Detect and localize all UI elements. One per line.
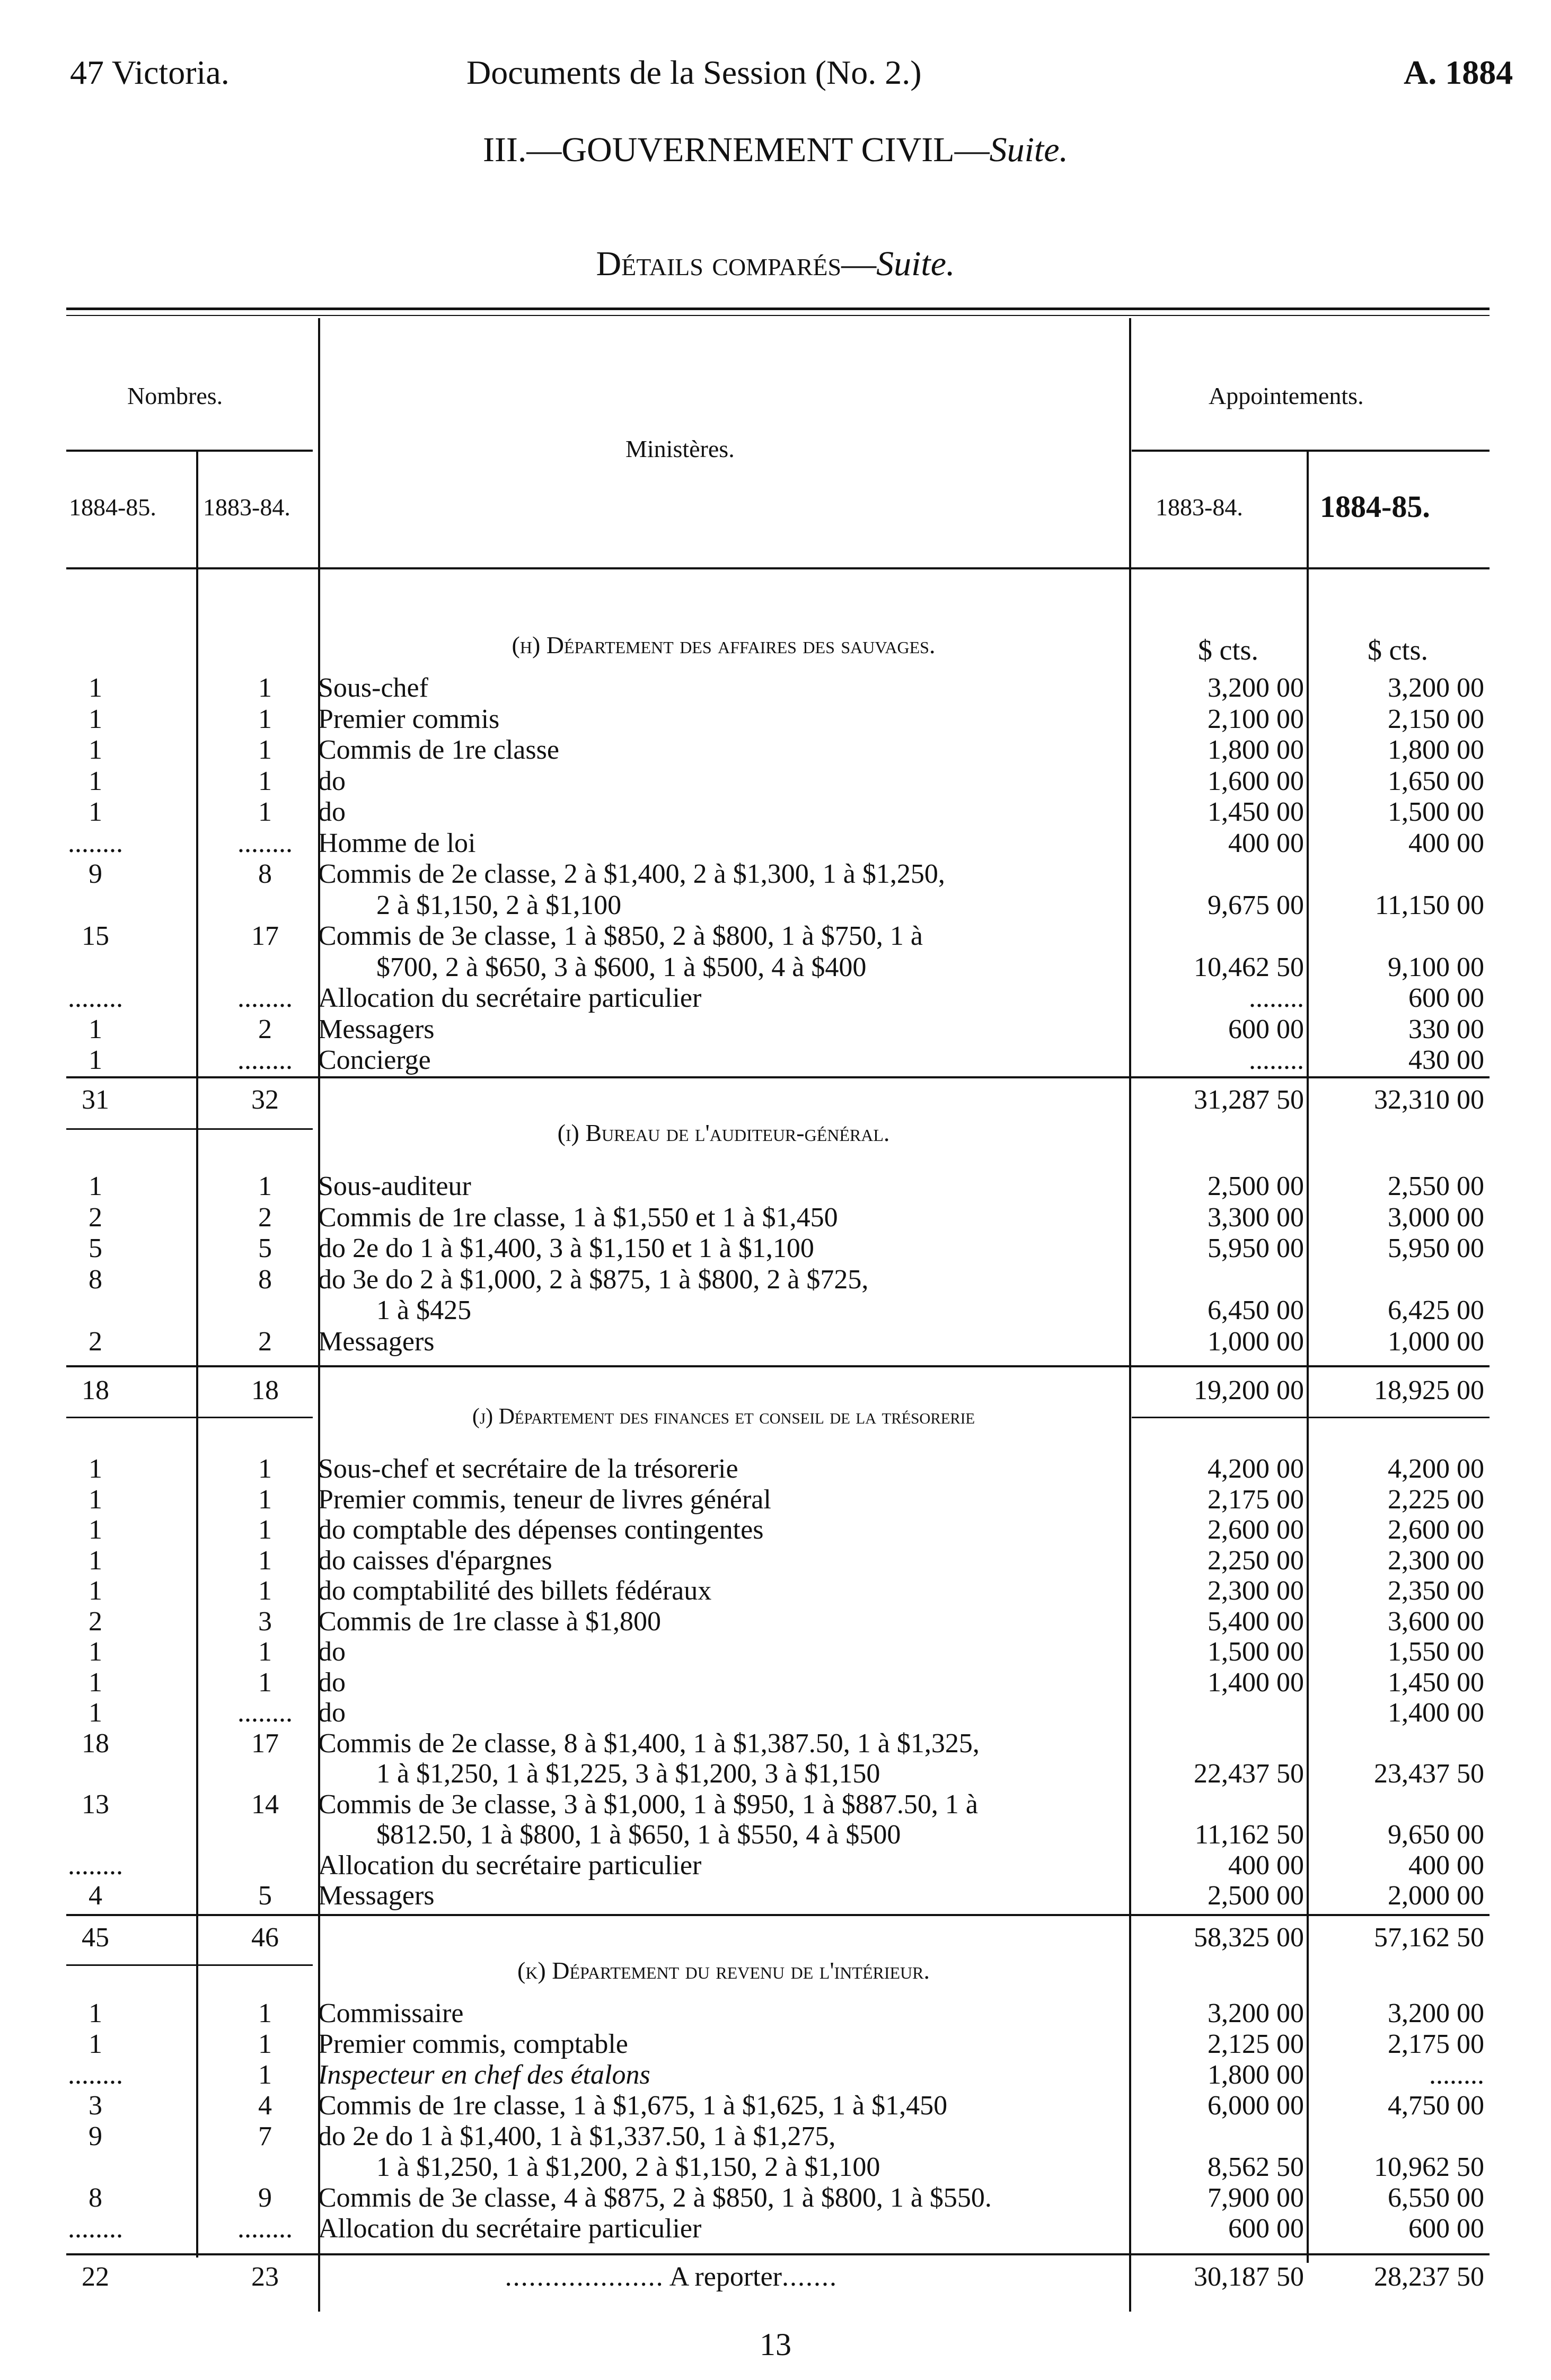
table-row xyxy=(0,1696,1551,1731)
position-description: do xyxy=(318,1637,346,1667)
salary-1884-85: 5,950 00 xyxy=(1388,1233,1484,1263)
count-1884-85: 8 xyxy=(89,1264,102,1295)
table-row xyxy=(0,1169,1551,1204)
total-i-a1: 19,200 00 xyxy=(1194,1375,1304,1406)
salary-1883-84: 2,250 00 xyxy=(1208,1545,1304,1576)
salary-1883-84: ........ xyxy=(1249,1045,1304,1075)
count-1883-84: 1 xyxy=(258,1171,272,1201)
section-i-total-rule xyxy=(66,1365,1490,1367)
salary-1884-85: 3,200 00 xyxy=(1388,673,1484,703)
position-description: Premier commis, teneur de livres général xyxy=(318,1484,771,1515)
salary-1884-85: 23,437 50 xyxy=(1374,1759,1484,1789)
count-1884-85: ........ xyxy=(68,828,123,858)
section-h-title: (h) Département des affaires des sauvages. xyxy=(512,631,936,658)
salary-1884-85: 2,300 00 xyxy=(1388,1545,1484,1576)
salary-1884-85: 1,650 00 xyxy=(1388,766,1484,796)
table-top-rule-2 xyxy=(66,315,1490,316)
header-document-year: A. 1884 xyxy=(1404,54,1513,91)
salary-1884-85: 2,150 00 xyxy=(1388,704,1484,734)
total-k-n2: 23 xyxy=(251,2262,279,2292)
salary-1883-84: 3,200 00 xyxy=(1208,673,1304,703)
count-1884-85: 1 xyxy=(89,1545,102,1576)
count-1883-84: 1 xyxy=(258,735,272,765)
salary-1884-85: 4,750 00 xyxy=(1388,2091,1484,2121)
count-1884-85: 1 xyxy=(89,797,102,827)
section-h-end-rule xyxy=(66,1128,313,1130)
salary-1883-84: 4,200 00 xyxy=(1208,1454,1304,1484)
count-1884-85: 4 xyxy=(89,1881,102,1911)
total-row-k xyxy=(0,2260,1551,2295)
count-1884-85: 18 xyxy=(82,1728,109,1759)
count-1884-85: ........ xyxy=(68,1850,123,1881)
section-k-title: (k) Département du revenu de l'intérieur. xyxy=(517,1957,930,1984)
total-k-n1: 22 xyxy=(82,2262,109,2292)
position-description: Commis de 1re classe xyxy=(318,735,559,765)
salary-1884-85: 1,500 00 xyxy=(1388,797,1484,827)
position-description: Commissaire xyxy=(318,1998,464,2028)
count-1883-84: 9 xyxy=(258,2183,272,2213)
count-1884-85: 1 xyxy=(89,2029,102,2059)
total-h-n2: 32 xyxy=(251,1085,279,1115)
nombres-underline xyxy=(66,450,313,452)
count-1884-85: 1 xyxy=(89,766,102,796)
salary-1884-85: 10,962 50 xyxy=(1374,2152,1484,2182)
count-1883-84: 1 xyxy=(258,2060,272,2090)
salary-1884-85: 6,425 00 xyxy=(1388,1295,1484,1325)
count-1883-84: 1 xyxy=(258,673,272,703)
position-description: Commis de 2e classe, 8 à $1,400, 1 à $1,387.50, 1 à $1,325, xyxy=(318,1728,980,1759)
position-description: do comptable des dépenses contingentes xyxy=(318,1515,764,1545)
table-row xyxy=(0,1787,1551,1822)
table-row xyxy=(0,2027,1551,2062)
count-1883-84: 2 xyxy=(258,1014,272,1044)
section-i-end-rule-right xyxy=(1132,1417,1490,1418)
salary-1884-85: 9,650 00 xyxy=(1388,1820,1484,1850)
position-description: Sous-chef et secrétaire de la trésorerie xyxy=(318,1454,738,1484)
count-1884-85: 1 xyxy=(89,1454,102,1484)
position-description: Commis de 2e classe, 2 à $1,400, 2 à $1,300, 1 à $1,250, xyxy=(318,859,945,889)
total-j-a2: 57,162 50 xyxy=(1374,1922,1484,1953)
count-1883-84: 2 xyxy=(258,1326,272,1357)
salary-1884-85: 600 00 xyxy=(1408,2214,1484,2244)
table-row xyxy=(0,1262,1551,1297)
table-row xyxy=(0,1231,1551,1266)
count-1883-84: 1 xyxy=(258,1576,272,1606)
salary-1884-85: 4,200 00 xyxy=(1388,1454,1484,1484)
count-1883-84: 1 xyxy=(258,1545,272,1576)
count-1883-84: ........ xyxy=(237,1045,293,1075)
currency-label-2: $ cts. xyxy=(1368,634,1428,666)
section-j-end-rule xyxy=(66,1964,313,1966)
position-description: Sous-chef xyxy=(318,673,428,703)
salary-1883-84: 2,125 00 xyxy=(1208,2029,1304,2059)
position-description: 1 à $1,250, 1 à $1,200, 2 à $1,150, 2 à $1,100 xyxy=(376,2152,880,2182)
position-description: Messagers xyxy=(318,1881,435,1911)
salary-1884-85: 2,000 00 xyxy=(1388,1881,1484,1911)
table-row xyxy=(0,857,1551,892)
header-year-1884-85: 1884-85. xyxy=(69,494,156,521)
count-1883-84: 1 xyxy=(258,1515,272,1545)
total-k-a1: 30,187 50 xyxy=(1194,2262,1304,2292)
carry-forward-label: .................... A reporter....... xyxy=(505,2262,838,2292)
section-i-end-rule xyxy=(66,1417,313,1418)
header-appointements: Appointements. xyxy=(1209,382,1364,409)
position-description: 1 à $1,250, 1 à $1,225, 3 à $1,200, 3 à $1,150 xyxy=(376,1759,880,1789)
count-1884-85: 1 xyxy=(89,1484,102,1515)
header-document-title: Documents de la Session (No. 2.) xyxy=(466,54,922,91)
position-description: do 3e do 2 à $1,000, 2 à $875, 1 à $800, 2 à $725, xyxy=(318,1264,869,1295)
header-amount-1884-85: 1884-85. xyxy=(1320,489,1430,524)
total-h-a1: 31,287 50 xyxy=(1194,1085,1304,1115)
header-amount-1883-84: 1883-84. xyxy=(1156,494,1243,521)
salary-1883-84: 1,400 00 xyxy=(1208,1667,1304,1698)
count-1883-84: 5 xyxy=(258,1881,272,1911)
position-description: do 2e do 1 à $1,400, 3 à $1,150 et 1 à $1,100 xyxy=(318,1233,814,1263)
salary-1883-84: 3,200 00 xyxy=(1208,1998,1304,2028)
header-year-1883-84: 1883-84. xyxy=(203,494,290,521)
table-row xyxy=(0,1482,1551,1517)
salary-1884-85: 400 00 xyxy=(1408,1850,1484,1881)
total-i-n2: 18 xyxy=(251,1375,279,1406)
table-row xyxy=(0,1543,1551,1578)
count-1884-85: ........ xyxy=(68,983,123,1013)
salary-1884-85: 1,000 00 xyxy=(1388,1326,1484,1357)
count-1884-85: 1 xyxy=(89,1998,102,2028)
count-1884-85: 1 xyxy=(89,1014,102,1044)
count-1883-84: 7 xyxy=(258,2121,272,2151)
table-row xyxy=(0,1878,1551,1913)
count-1884-85: 9 xyxy=(89,2121,102,2151)
position-description: Allocation du secrétaire particulier xyxy=(318,983,702,1013)
position-description: Commis de 3e classe, 3 à $1,000, 1 à $950, 1 à $887.50, 1 à xyxy=(318,1789,978,1820)
position-description: do xyxy=(318,797,346,827)
count-1884-85: 1 xyxy=(89,735,102,765)
header-session-year: 47 Victoria. xyxy=(70,54,230,91)
page-number: 13 xyxy=(760,2327,791,2362)
salary-1883-84: 7,900 00 xyxy=(1208,2183,1304,2213)
salary-1884-85: 3,600 00 xyxy=(1388,1606,1484,1637)
count-1884-85: 13 xyxy=(82,1789,109,1820)
position-description: Sous-auditeur xyxy=(318,1171,471,1201)
position-description: 1 à $425 xyxy=(376,1295,472,1325)
count-1883-84: 1 xyxy=(258,1637,272,1667)
position-description: do xyxy=(318,766,346,796)
position-description: do caisses d'épargnes xyxy=(318,1545,552,1576)
count-1884-85: 9 xyxy=(89,859,102,889)
table-row xyxy=(0,888,1551,923)
count-1883-84: 4 xyxy=(258,2091,272,2121)
table-row xyxy=(0,1817,1551,1852)
total-j-a1: 58,325 00 xyxy=(1194,1922,1304,1953)
count-1883-84: 1 xyxy=(258,2029,272,2059)
count-1884-85: 1 xyxy=(89,1045,102,1075)
salary-1883-84: 5,950 00 xyxy=(1208,1233,1304,1263)
position-description: $700, 2 à $650, 3 à $600, 1 à $500, 4 à $400 xyxy=(376,952,867,982)
position-description: Commis de 1re classe, 1 à $1,675, 1 à $1,625, 1 à $1,450 xyxy=(318,2091,948,2121)
position-description: Premier commis, comptable xyxy=(318,2029,628,2059)
position-description: $812.50, 1 à $800, 1 à $650, 1 à $550, 4 à $500 xyxy=(376,1820,901,1850)
count-1884-85: ........ xyxy=(68,2214,123,2244)
count-1883-84: 17 xyxy=(251,921,279,951)
total-h-n1: 31 xyxy=(82,1085,109,1115)
position-description: Concierge xyxy=(318,1045,431,1075)
count-1884-85: 1 xyxy=(89,1576,102,1606)
table-row xyxy=(0,2119,1551,2154)
salary-1883-84: 2,300 00 xyxy=(1208,1576,1304,1606)
currency-label-1: $ cts. xyxy=(1198,634,1258,666)
table-row xyxy=(0,795,1551,830)
count-1884-85: 1 xyxy=(89,704,102,734)
salary-1884-85: 1,450 00 xyxy=(1388,1667,1484,1698)
count-1884-85: 2 xyxy=(89,1606,102,1637)
count-1883-84: ........ xyxy=(237,828,293,858)
table-row xyxy=(0,1574,1551,1609)
salary-1883-84: 600 00 xyxy=(1228,1014,1304,1044)
salary-1883-84: 11,162 50 xyxy=(1194,1820,1304,1850)
salary-1884-85: ........ xyxy=(1429,2060,1484,2090)
table-row xyxy=(0,950,1551,985)
salary-1883-84: 1,000 00 xyxy=(1208,1326,1304,1357)
table-row xyxy=(0,1452,1551,1487)
count-1884-85: 3 xyxy=(89,2091,102,2121)
salary-1883-84: 1,800 00 xyxy=(1208,2060,1304,2090)
section-j-total-rule xyxy=(66,1914,1490,1916)
count-1884-85: 5 xyxy=(89,1233,102,1263)
salary-1883-84: 1,450 00 xyxy=(1208,797,1304,827)
count-1883-84: 5 xyxy=(258,1233,272,1263)
position-description: do 2e do 1 à $1,400, 1 à $1,337.50, 1 à $1,275, xyxy=(318,2121,836,2151)
count-1883-84: 17 xyxy=(251,1728,279,1759)
count-1884-85: 15 xyxy=(82,921,109,951)
count-1883-84: 2 xyxy=(258,1202,272,1233)
table-row xyxy=(0,702,1551,737)
salary-1883-84: 9,675 00 xyxy=(1208,890,1304,920)
salary-1884-85: 2,600 00 xyxy=(1388,1515,1484,1545)
total-i-a2: 18,925 00 xyxy=(1374,1375,1484,1406)
details-title: Détails comparés—Suite. xyxy=(596,244,955,283)
count-1884-85: 1 xyxy=(89,673,102,703)
count-1883-84: 1 xyxy=(258,1998,272,2028)
salary-1884-85: 11,150 00 xyxy=(1374,890,1484,920)
table-row xyxy=(0,1043,1551,1078)
salary-1883-84: 2,500 00 xyxy=(1208,1171,1304,1201)
header-bottom-rule xyxy=(66,567,1490,569)
appointements-underline xyxy=(1132,450,1490,452)
salary-1884-85: 2,350 00 xyxy=(1388,1576,1484,1606)
position-description: Inspecteur en chef des étalons xyxy=(318,2060,650,2090)
count-1884-85: 1 xyxy=(89,1171,102,1201)
table-row xyxy=(0,1604,1551,1639)
table-row xyxy=(0,826,1551,861)
position-description: Commis de 3e classe, 1 à $850, 2 à $800, 1 à $750, 1 à xyxy=(318,921,923,951)
table-row xyxy=(0,1848,1551,1883)
total-k-a2: 28,237 50 xyxy=(1374,2262,1484,2292)
salary-1883-84: 1,600 00 xyxy=(1208,766,1304,796)
position-description: Allocation du secrétaire particulier xyxy=(318,1850,702,1881)
table-row xyxy=(0,1293,1551,1328)
salary-1884-85: 3,000 00 xyxy=(1388,1202,1484,1233)
count-1883-84: 8 xyxy=(258,1264,272,1295)
salary-1883-84: 6,450 00 xyxy=(1208,1295,1304,1325)
table-row xyxy=(0,2181,1551,2216)
count-1883-84: 1 xyxy=(258,1454,272,1484)
section-k-total-rule xyxy=(66,2253,1490,2255)
salary-1884-85: 430 00 xyxy=(1408,1045,1484,1075)
salary-1884-85: 2,550 00 xyxy=(1388,1171,1484,1201)
salary-1884-85: 2,225 00 xyxy=(1388,1484,1484,1515)
position-description: Homme de loi xyxy=(318,828,476,858)
position-description: Commis de 1re classe à $1,800 xyxy=(318,1606,661,1637)
table-row xyxy=(0,2058,1551,2093)
section-title: III.—GOUVERNEMENT CIVIL—Suite. xyxy=(482,130,1069,169)
salary-1883-84: ........ xyxy=(1249,983,1304,1013)
table-row xyxy=(0,2088,1551,2123)
position-description: Premier commis xyxy=(318,704,500,734)
count-1884-85: ........ xyxy=(68,2060,123,2090)
position-description: do comptabilité des billets fédéraux xyxy=(318,1576,712,1606)
salary-1883-84: 22,437 50 xyxy=(1194,1759,1304,1789)
table-row xyxy=(0,1726,1551,1761)
table-row xyxy=(0,1513,1551,1548)
table-row xyxy=(0,919,1551,954)
section-i-title: (i) Bureau de l'auditeur-général. xyxy=(557,1119,890,1146)
salary-1884-85: 6,550 00 xyxy=(1388,2183,1484,2213)
position-description: 2 à $1,150, 2 à $1,100 xyxy=(376,890,622,920)
position-description: do xyxy=(318,1698,346,1728)
total-j-n1: 45 xyxy=(82,1922,109,1953)
count-1883-84: 8 xyxy=(258,859,272,889)
count-1883-84: ........ xyxy=(237,2214,293,2244)
count-1883-84: 1 xyxy=(258,797,272,827)
table-row xyxy=(0,1996,1551,2031)
count-1884-85: 8 xyxy=(89,2183,102,2213)
count-1884-85: 2 xyxy=(89,1202,102,1233)
count-1883-84: 3 xyxy=(258,1606,272,1637)
count-1883-84: 14 xyxy=(251,1789,279,1820)
position-description: Commis de 1re classe, 1 à $1,550 et 1 à $1,450 xyxy=(318,1202,838,1233)
table-top-rule xyxy=(66,308,1490,310)
total-j-n2: 46 xyxy=(251,1922,279,1953)
table-row xyxy=(0,764,1551,799)
header-nombres: Nombres. xyxy=(127,382,223,409)
salary-1883-84: 2,175 00 xyxy=(1208,1484,1304,1515)
position-description: Messagers xyxy=(318,1014,435,1044)
table-row xyxy=(0,981,1551,1016)
salary-1883-84: 2,500 00 xyxy=(1208,1881,1304,1911)
count-1884-85: 1 xyxy=(89,1698,102,1728)
total-row-i xyxy=(0,1373,1551,1408)
table-row xyxy=(0,1200,1551,1235)
salary-1884-85: 600 00 xyxy=(1408,983,1484,1013)
salary-1884-85: 330 00 xyxy=(1408,1014,1484,1044)
salary-1883-84: 5,400 00 xyxy=(1208,1606,1304,1637)
salary-1884-85: 400 00 xyxy=(1408,828,1484,858)
salary-1883-84: 6,000 00 xyxy=(1208,2091,1304,2121)
salary-1883-84: 400 00 xyxy=(1228,828,1304,858)
count-1883-84: 1 xyxy=(258,1484,272,1515)
section-j-title: (j) Département des finances et conseil de la trésorerie xyxy=(472,1404,975,1429)
table-row xyxy=(0,1324,1551,1359)
salary-1883-84: 3,300 00 xyxy=(1208,1202,1304,1233)
salary-1883-84: 1,500 00 xyxy=(1208,1637,1304,1667)
table-row xyxy=(0,1665,1551,1700)
salary-1883-84: 2,600 00 xyxy=(1208,1515,1304,1545)
total-row-j xyxy=(0,1920,1551,1955)
count-1884-85: 2 xyxy=(89,1326,102,1357)
total-h-a2: 32,310 00 xyxy=(1374,1085,1484,1115)
count-1883-84: 1 xyxy=(258,766,272,796)
total-i-n1: 18 xyxy=(82,1375,109,1406)
salary-1884-85: 2,175 00 xyxy=(1388,2029,1484,2059)
salary-1883-84: 1,800 00 xyxy=(1208,735,1304,765)
salary-1883-84: 8,562 50 xyxy=(1208,2152,1304,2182)
count-1883-84: 1 xyxy=(258,704,272,734)
count-1884-85: 1 xyxy=(89,1637,102,1667)
position-description: Messagers xyxy=(318,1326,435,1357)
salary-1884-85: 3,200 00 xyxy=(1388,1998,1484,2028)
count-1884-85: 1 xyxy=(89,1667,102,1698)
salary-1884-85: 1,800 00 xyxy=(1388,735,1484,765)
count-1883-84: ........ xyxy=(237,1698,293,1728)
count-1883-84: 1 xyxy=(258,1667,272,1698)
table-row xyxy=(0,2150,1551,2185)
salary-1884-85: 1,400 00 xyxy=(1388,1698,1484,1728)
salary-1883-84: 10,462 50 xyxy=(1194,952,1304,982)
position-description: Allocation du secrétaire particulier xyxy=(318,2214,702,2244)
table-row xyxy=(0,2211,1551,2246)
position-description: do xyxy=(318,1667,346,1698)
section-h-total-rule xyxy=(66,1076,1490,1078)
count-1884-85: 1 xyxy=(89,1515,102,1545)
salary-1883-84: 400 00 xyxy=(1228,1850,1304,1881)
header-ministeres: Ministères. xyxy=(625,435,735,462)
position-description: Commis de 3e classe, 4 à $875, 2 à $850, 1 à $800, 1 à $550. xyxy=(318,2183,992,2213)
total-row-h xyxy=(0,1083,1551,1118)
salary-1883-84: 2,100 00 xyxy=(1208,704,1304,734)
table-row xyxy=(0,671,1551,706)
table-row xyxy=(0,1757,1551,1791)
salary-1883-84: 600 00 xyxy=(1228,2214,1304,2244)
salary-1884-85: 1,550 00 xyxy=(1388,1637,1484,1667)
salary-1884-85: 9,100 00 xyxy=(1388,952,1484,982)
table-row xyxy=(0,733,1551,768)
table-row xyxy=(0,1635,1551,1670)
count-1883-84: ........ xyxy=(237,983,293,1013)
table-row xyxy=(0,1012,1551,1047)
